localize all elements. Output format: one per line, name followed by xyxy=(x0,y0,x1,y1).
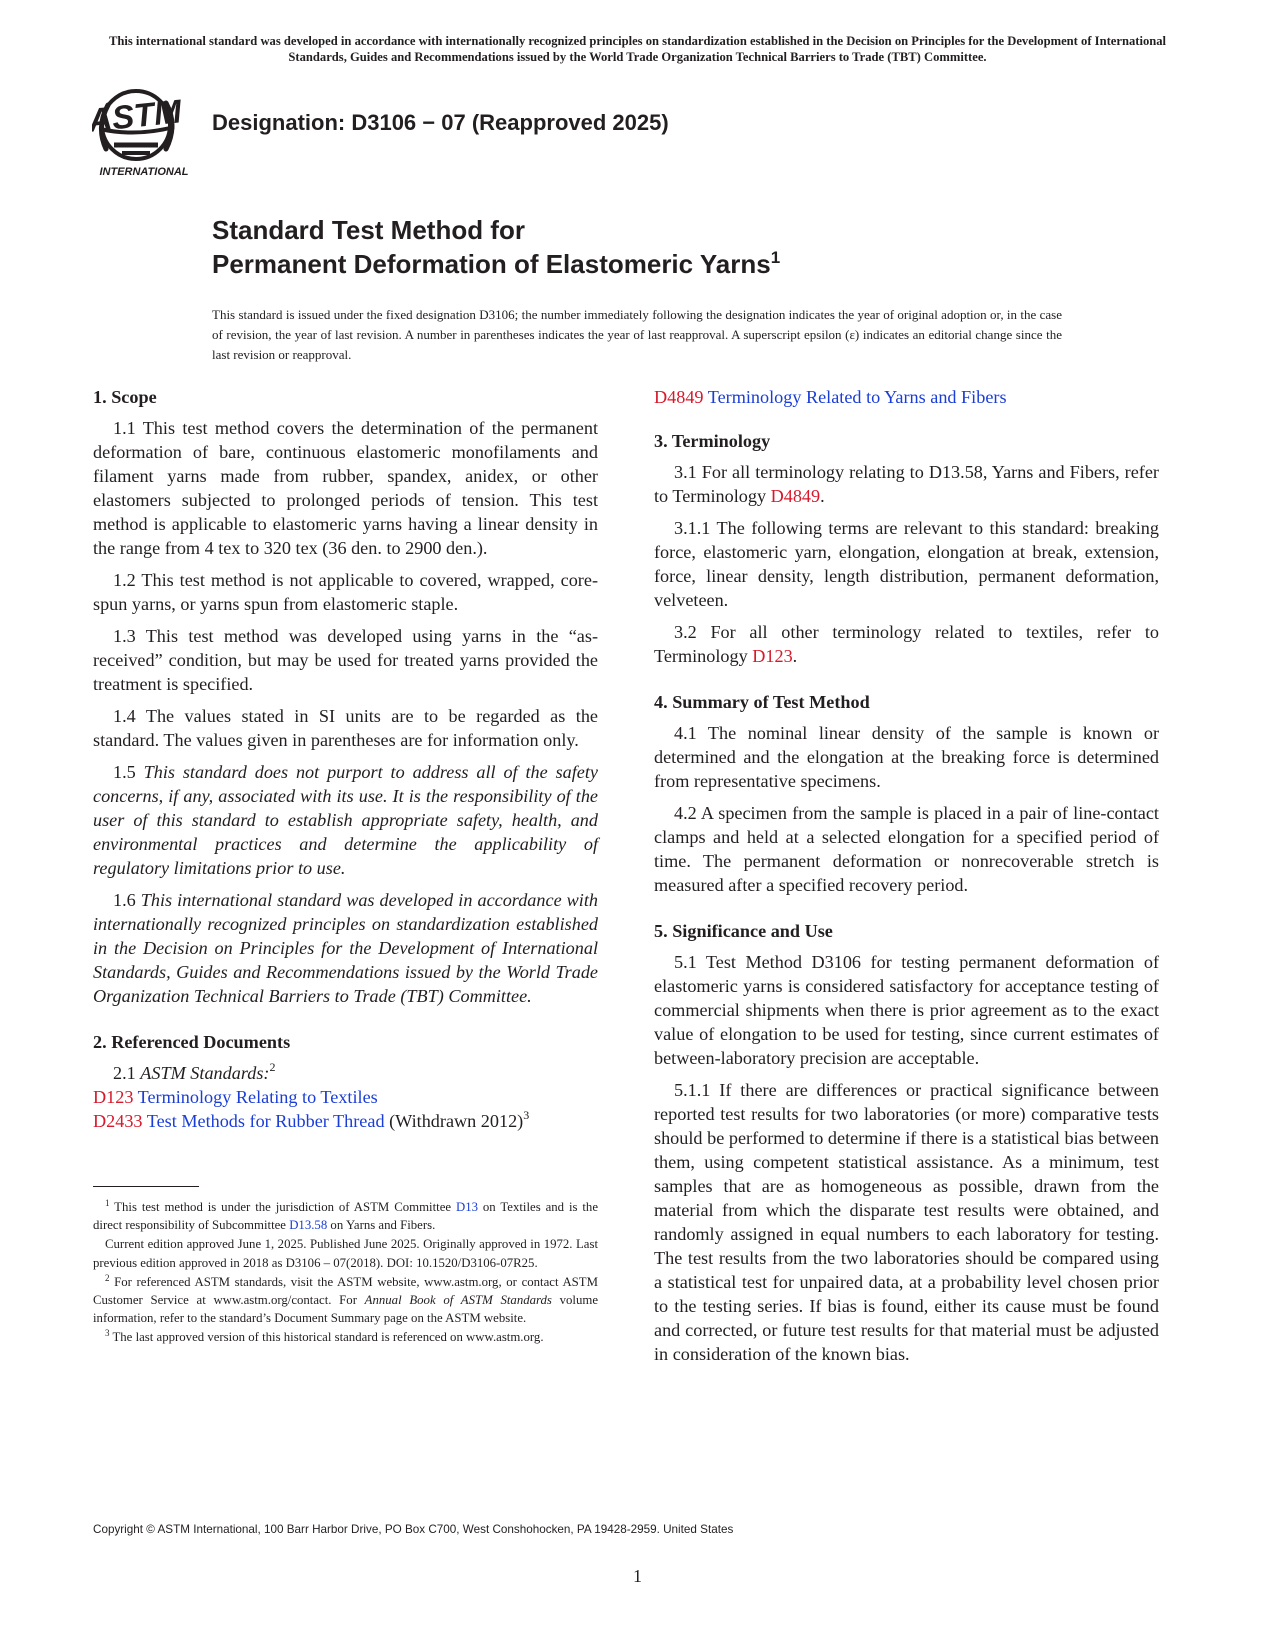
ref-d2433[interactable] xyxy=(93,1109,598,1133)
footnote-2-text-end: volume information, refer to the standard’s Document Summary page on the ASTM website. xyxy=(93,1293,598,1326)
para-3-1-text: 3.1 For all terminology relating to D13.58, Yarns and Fibers, refer to Terminology xyxy=(654,462,1159,506)
page-number: 1 xyxy=(633,1566,642,1586)
para-4-1: 4.1 The nominal linear density of the sample is known or determined and the elongation at the breaking force is determined from representative specimens. xyxy=(654,723,1159,791)
logo-international-text: INTERNATIONAL xyxy=(99,166,189,178)
footnote-1 xyxy=(93,1198,598,1234)
para-2-1-number: 2.1 xyxy=(113,1063,136,1083)
title-line-1: Standard Test Method for xyxy=(212,215,525,245)
footnote-1-edition: Current edition approved June 1, 2025. Published June 2025. Originally approved in 1972. Last previous edition approved in 2018 as D3106 – 07(2018). DOI: 10.1520/D3106-07R25. xyxy=(93,1237,598,1270)
section-3-heading: 3. Terminology xyxy=(654,431,771,451)
astm-logo xyxy=(92,87,194,179)
footnote-1-text-end: on Yarns and Fibers. xyxy=(327,1218,436,1233)
para-2-1 xyxy=(93,1061,598,1085)
para-1-2: 1.2 This test method is not applicable to covered, wrapped, core-spun yarns, or yarns spun from elastomeric staple. xyxy=(93,570,598,614)
para-1-5-text: This standard does not purport to address all of the safety concerns, if any, associated with its use. It is the responsibility of the user of this standard to establish appropriate safety, health, and environmental practices and determine the applicability of regulatory limitations prior to use. xyxy=(93,762,598,878)
issuance-note: This standard is issued under the fixed designation D3106; the number immediately following the designation indicates the year of original adoption or, in the case of revision, the year of last revision. A number in parentheses indicates the year of last reapproval. A superscript epsilon (ε) indicates an editorial change since the last revision or reapproval. xyxy=(212,307,1062,362)
right-column xyxy=(654,385,1159,1374)
para-1-1: 1.1 This test method covers the determination of the permanent deformation of bare, continuous elastomeric monofilaments and filament yarns made from rubber, spandex, anidex, or other elastomers subjected to prolonged periods of tension. This test method is applicable to elastomeric yarns having a linear density in the range from 4 tex to 320 tex (36 den. to 2900 den.). xyxy=(93,418,598,558)
ref-title[interactable]: Terminology Related to Yarns and Fibers xyxy=(707,387,1007,407)
link-d4849[interactable]: D4849 xyxy=(770,486,821,506)
footnote-2-mark: 2 xyxy=(105,1272,110,1283)
para-1-5 xyxy=(93,760,598,880)
footnotes xyxy=(93,1198,598,1348)
para-3-1 xyxy=(654,460,1159,508)
footnote-2-text: For referenced ASTM standards, visit the ASTM website, www.astm.org, or contact ASTM Customer Service at www.astm.org/contact. For xyxy=(93,1274,598,1308)
footnote-2-italic: Annual Book of ASTM Standards xyxy=(364,1293,552,1308)
footnote-ref-3: 3 xyxy=(523,1108,530,1122)
footnote-3-mark: 3 xyxy=(105,1328,110,1339)
para-1-6-number: 1.6 xyxy=(113,890,136,910)
section-2-heading: 2. Referenced Documents xyxy=(93,1032,291,1052)
footnote-1-text: This test method is under the jurisdiction of ASTM Committee xyxy=(114,1200,456,1214)
para-4-2: 4.2 A specimen from the sample is placed in a pair of line-contact clamps and held at a selected elongation for a specified period of time. The permanent deformation or nonrecoverable stretch is measured after a specified recovery period. xyxy=(654,803,1159,895)
footnote-3-text: The last approved version of this historical standard is referenced on www.astm.org. xyxy=(112,1330,544,1345)
ref-title[interactable]: Terminology Relating to Textiles xyxy=(137,1087,378,1107)
ref-note: (Withdrawn 2012) xyxy=(384,1111,524,1131)
top-notice: This international standard was developed in accordance with internationally recognized principles on standardization established in the Decision on Principles for the Development of International Standards, Guides and Recommendations issued by the World Trade Organization Technical Barriers to Trade (TBT) Committee. xyxy=(108,34,1167,64)
footnote-1-mark: 1 xyxy=(105,1198,110,1208)
section-1-heading: 1. Scope xyxy=(93,387,157,407)
para-5-1: 5.1 Test Method D3106 for testing permanent deformation of elastomeric yarns is considered satisfactory for acceptance testing of commercial shipments when there is prior agreement as to the exact value of elongation to be used for testing, since current estimates of between-laboratory precision are acceptable. xyxy=(654,952,1159,1068)
footnote-ref-2: 2 xyxy=(269,1060,276,1074)
para-1-3: 1.3 This test method was developed using yarns in the “as-received” condition, but may be used for treated yarns provided the treatment is specified. xyxy=(93,626,598,694)
title-footnote-mark: 1 xyxy=(770,248,781,267)
ref-code[interactable]: D4849 xyxy=(654,387,704,407)
left-column xyxy=(93,385,598,1133)
para-3-2-text: 3.2 For all other terminology related to textiles, refer to Terminology xyxy=(654,622,1159,666)
designation: Designation: D3106 − 07 (Reapproved 2025) xyxy=(212,110,669,135)
footnote-3 xyxy=(93,1328,598,1346)
para-1-6-text: This international standard was developed in accordance with internationally recognized principles on standardization established in the Decision on Principles for the Development of International Standards, Guides and Recommendations issued by the World Trade Organization Technical Barriers to Trade (TBT) Committee. xyxy=(93,890,599,1006)
title-line-2 xyxy=(212,247,780,281)
ref-code[interactable]: D2433 xyxy=(93,1111,143,1131)
astm-logo-mark xyxy=(92,87,194,179)
link-d13-58[interactable]: D13.58 xyxy=(289,1218,328,1233)
para-3-2 xyxy=(654,620,1159,668)
para-1-4: 1.4 The values stated in SI units are to be regarded as the standard. The values given in parentheses are for information only. xyxy=(93,706,598,750)
para-3-1-1: 3.1.1 The following terms are relevant to this standard: breaking force, elastomeric yarn, elongation, elongation at break, extension, force, linear density, length distribution, permanent deformation, velveteen. xyxy=(654,518,1159,610)
para-1-5-number: 1.5 xyxy=(113,762,136,782)
ref-code[interactable]: D123 xyxy=(93,1087,134,1107)
footnote-divider xyxy=(93,1186,199,1187)
para-3-2-end: . xyxy=(792,646,798,666)
footnote-1-text-mid: on Textiles and is the direct responsibility of Subcommittee xyxy=(93,1200,599,1233)
ref-d123[interactable] xyxy=(93,1085,598,1109)
para-5-1-1: 5.1.1 If there are differences or practical significance between reported test results for two laboratories (or more) comparative tests should be performed to determine if there is a statistical bias between them, using competent statistical assistance. As a minimum, test samples that are as homogeneous as possible, drawn from the material from which the disparate test results were obtained, and randomly assigned in equal numbers to each laboratory for testing. The test results from the two laboratories should be compared using a statistical test for unpaired data, at a probability level chosen prior to the testing series. If bias is found, either its cause must be found and corrected, or future test results for that material must be adjusted in consideration of the known bias. xyxy=(654,1080,1159,1364)
astm-standards-label: ASTM Standards: xyxy=(140,1063,270,1083)
para-3-1-end: . xyxy=(820,486,825,506)
copyright-notice: Copyright © ASTM International, 100 Barr Harbor Drive, PO Box C700, West Conshohocken, PA 19428-2959. United States xyxy=(93,1523,734,1536)
ref-title[interactable]: Test Methods for Rubber Thread xyxy=(146,1111,385,1131)
link-d123[interactable]: D123 xyxy=(752,646,793,666)
ref-d4849[interactable] xyxy=(654,385,1159,409)
title-line-2-text: Permanent Deformation of Elastomeric Yarns xyxy=(212,249,771,279)
link-d13[interactable]: D13 xyxy=(455,1200,479,1214)
footnote-2 xyxy=(93,1273,598,1328)
section-4-heading: 4. Summary of Test Method xyxy=(654,692,870,712)
section-5-heading: 5. Significance and Use xyxy=(654,921,833,941)
document-title xyxy=(212,213,780,281)
logo-letters: ASTM xyxy=(92,92,184,139)
para-1-6 xyxy=(93,888,598,1008)
